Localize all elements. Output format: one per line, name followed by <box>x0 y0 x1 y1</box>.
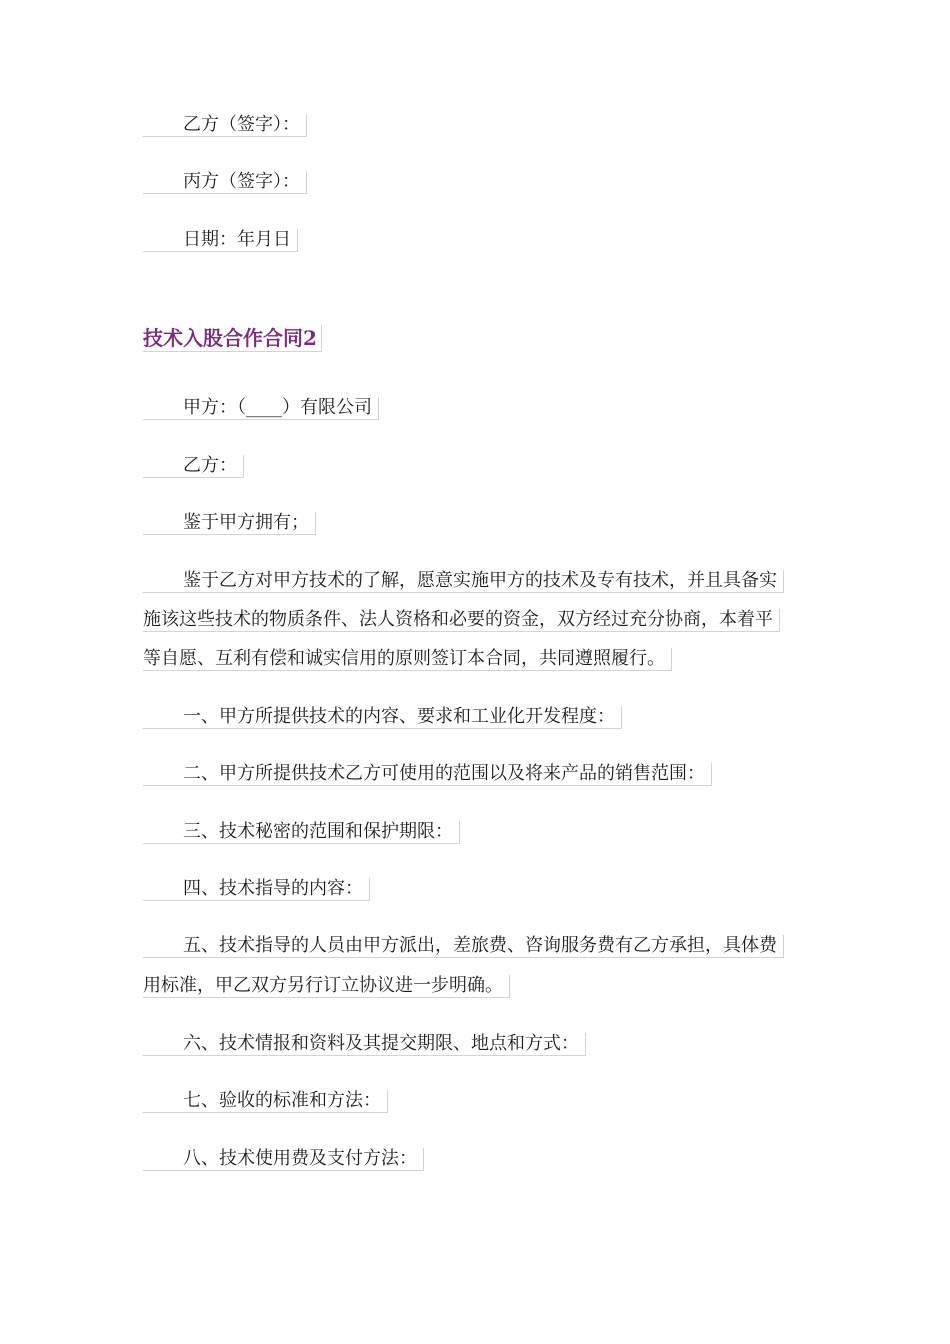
clause-5-line-1: 五、技术指导的人员由甲方派出，差旅费、咨询服务费有乙方承担，具体费 <box>143 935 784 958</box>
section-title: 技术入股合作合同2 <box>143 325 322 352</box>
signature-party-b: 乙方（签字）： <box>143 114 307 137</box>
clause-7: 七、验收的标准和方法： <box>143 1090 388 1113</box>
signature-date: 日期：年月日 <box>143 229 298 252</box>
party-b-line: 乙方： <box>143 455 244 478</box>
party-a-line: 甲方：（____）有限公司 <box>143 397 379 420</box>
clause-1: 一、甲方所提供技术的内容、要求和工业化开发程度： <box>143 706 622 729</box>
preamble-paragraph-line-1: 鉴于乙方对甲方技术的了解，愿意实施甲方的技术及专有技术，并且具备实 <box>143 570 784 593</box>
clause-3: 三、技术秘密的范围和保护期限： <box>143 821 460 844</box>
preamble-paragraph-line-3: 等自愿、互利有偿和诚实信用的原则签订本合同，共同遵照履行。 <box>143 648 672 671</box>
preamble-owns: 鉴于甲方拥有； <box>143 512 316 535</box>
clause-5-line-2: 用标准，甲乙双方另行订立协议进一步明确。 <box>143 975 510 998</box>
clause-2: 二、甲方所提供技术乙方可使用的范围以及将来产品的销售范围： <box>143 763 712 786</box>
preamble-paragraph-line-2: 施该这些技术的物质条件、法人资格和必要的资金，双方经过充分协商，本着平 <box>143 609 780 632</box>
clause-6: 六、技术情报和资料及其提交期限、地点和方式： <box>143 1033 586 1056</box>
clause-8: 八、技术使用费及支付方法： <box>143 1148 424 1171</box>
signature-party-c: 丙方（签字）： <box>143 171 307 194</box>
clause-4: 四、技术指导的内容： <box>143 878 370 901</box>
